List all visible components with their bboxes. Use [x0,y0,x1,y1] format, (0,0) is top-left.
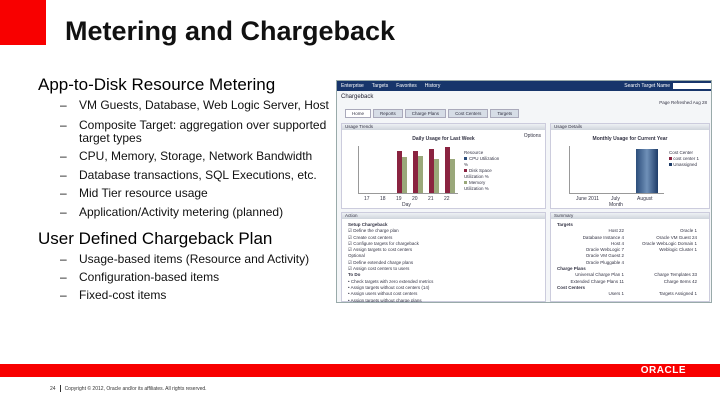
checkbox-icon: ☑ [348,247,354,253]
bullet-item [60,289,330,302]
x-tick: 18 [380,196,386,202]
legend-label: Disk Space Utilization % [464,168,492,179]
tab-cost-centers[interactable]: Cost Centers [448,109,488,118]
summary-cell [630,260,703,266]
legend-item [464,168,504,180]
daily-bar [450,159,455,193]
summary-label[interactable]: Weblogic Cluster [659,247,694,253]
x-tick: June 2011 [576,196,599,202]
legend-swatch [464,169,467,172]
page-number: 24 [50,385,56,392]
summary-label[interactable]: Universal Charge Plan [575,272,621,278]
chargeback-screenshot [336,80,712,303]
summary-label[interactable]: Charge Templates [654,272,691,278]
bullet-dash: – [60,288,67,302]
summary-label[interactable]: Extended Charge Plans [570,278,619,284]
setup-heading-label: Setup Chargeback [348,222,388,227]
tab-reports[interactable]: Reports [373,109,403,118]
todo-link-label: Assign users without cost centers [350,291,418,297]
summary-label[interactable]: Database Instance [582,234,621,240]
summary-label[interactable]: Charge Items [663,278,691,284]
bullet-dash: – [60,149,67,163]
checkbox-icon: ☑ [348,240,354,246]
summary-count: 24 [691,234,697,240]
checkbox-icon: • [348,297,351,303]
bullet-text: VM Guests, Database, Web Logic Server, Host [79,98,329,112]
x-axis-label: Day [402,202,411,208]
summary-cell [630,279,703,285]
x-tick: 22 [444,196,450,202]
todo-link-label: Assign targets without charge plans [350,297,422,303]
x-tick: 21 [428,196,434,202]
optional-link-label: Define extended charge plans [353,259,414,265]
summary-count: 2 [621,253,624,259]
summary-count: 4 [621,259,624,265]
x-tick: August [637,196,653,202]
summary-group-heading-label: Targets [557,222,573,227]
tab-targets[interactable]: Targets [490,109,519,118]
checkbox-icon: ☑ [348,234,354,240]
usage-trends-panel [341,123,546,209]
summary-label[interactable]: Targets Assigned [658,291,694,297]
summary-label[interactable]: Host [610,240,621,246]
summary-count: 1 [621,272,624,278]
panel-header[interactable]: Usage Trends [342,124,545,130]
daily-bar [402,157,407,193]
daily-bar [434,159,439,193]
summary-label[interactable]: Oracle VM Guest [585,253,621,259]
bullet-item [60,253,330,266]
bullet-text: Configuration-based items [79,270,220,284]
bullet-dash: – [60,168,67,182]
legend-swatch [464,181,467,184]
legend [464,150,504,192]
todo-link[interactable] [348,298,539,303]
bullet-dash: – [60,270,67,284]
legend [669,150,699,168]
bullet-dash: – [60,252,67,266]
bullet-dash: – [60,186,67,200]
section-heading: User Defined Chargeback Plan [38,229,273,248]
monthly-bar [636,149,658,193]
checkbox-icon: • [348,284,351,290]
menu-enterprise[interactable]: Enterprise [341,83,364,89]
summary-count: 1 [621,291,624,297]
summary-count: 11 [619,278,624,284]
summary-cell [557,291,630,297]
x-tick: July [611,196,620,202]
summary-count: 7 [621,247,624,253]
action-panel [341,212,546,302]
legend-swatch [464,157,467,160]
summary-label[interactable]: Users [608,291,621,297]
summary-count: 1 [694,291,697,297]
bullet-text: Mid Tier resource usage [79,186,208,200]
summary-count: 1 [694,228,697,234]
checkbox-icon: • [348,291,351,297]
summary-count: 1 [694,240,697,246]
daily-bar [418,156,423,193]
slide-title: Metering and Chargeback [65,16,396,46]
summary-panel [550,212,710,302]
bullet-text: Database transactions, SQL Executions, etc. [79,168,317,182]
legend-title: Cost Center [669,150,694,155]
legend-item [464,156,504,168]
bullet-item [60,206,330,219]
summary-label[interactable]: Host [608,228,618,234]
search-input[interactable] [673,83,711,89]
todo-link-label: Check targets with zero extended metrics [350,278,434,284]
brand-square [0,0,46,45]
x-tick: 19 [396,196,402,202]
summary-group-heading-label: Charge Plans [557,266,586,272]
panel-header[interactable]: Action [342,213,545,219]
optional-link-label: Assign cost centers to users [353,266,410,272]
menu-history[interactable]: History [424,83,441,89]
summary-count: 42 [691,278,697,284]
tab-home[interactable]: Home [345,109,371,118]
panel-header[interactable]: Usage Details [551,124,709,130]
x-tick: 20 [412,196,418,202]
bullet-item [60,187,330,200]
summary-cell [630,291,703,297]
menu-targets[interactable]: Targets [371,83,389,89]
summary-count: 4 [621,234,624,240]
bullet-dash: – [60,118,67,132]
summary-count: 22 [618,228,624,234]
legend-item: Unassigned [673,162,698,167]
page-refreshed: Page Refreshed Aug 28 [659,100,707,105]
footer [50,385,207,392]
legend-label: Memory Utilization % [464,180,489,191]
page-title: Chargeback [341,94,374,100]
x-axis-label: Month [609,202,623,208]
bullet-item [60,99,330,112]
legend-title: Resource [464,150,484,155]
footer-bar [0,364,720,377]
legend-item [464,180,504,192]
menu-favorites[interactable]: Favorites [396,83,417,89]
checkbox-icon: ☑ [348,266,354,272]
usage-details-panel [550,123,710,209]
daily-chart [358,146,458,194]
summary-label[interactable]: Oracle WebLogic Domain [642,240,694,246]
bullet-dash: – [60,205,67,219]
oracle-logo: ORACLE [640,365,686,376]
bullet-text: Application/Activity metering (planned) [79,205,284,219]
bullet-text: CPU, Memory, Storage, Network Bandwidth [79,149,313,163]
bullet-item [60,169,330,182]
setup-link-label: Create cost centers [353,234,393,240]
summary-row [557,291,703,297]
summary-label[interactable]: Oracle VM Guest [656,234,691,240]
summary-label[interactable]: Oracle WebLogic [585,247,621,253]
bullet-text: Fixed-cost items [79,288,167,302]
summary-count: 4 [621,240,624,246]
monthly-chart [569,146,664,194]
todo-heading-label: To Do [348,272,361,278]
checkbox-icon: ☑ [348,259,354,265]
bullet-item [60,150,330,163]
bullet-dash: – [60,98,67,112]
bullet-item [60,271,330,284]
search-label: Search Target Name [624,83,670,89]
summary-count: 1 [694,247,697,253]
setup-link-label: Define the charge plan [353,228,399,234]
bullet-text: Usage-based items (Resource and Activity) [79,252,310,266]
tab-charge-plans[interactable]: Charge Plans [405,109,446,118]
panel-header[interactable]: Summary [551,213,709,219]
summary-group-heading-label: Cost Centers [557,284,586,290]
options-link[interactable]: Options [523,133,541,139]
summary-label[interactable]: Oracle [679,228,694,234]
legend-label: CPU Utilization % [464,156,500,167]
chart-title: Daily Usage for Last Week [412,136,475,142]
chart-title: Monthly Usage for Current Year [592,136,668,142]
copyright: Copyright © 2012, Oracle and/or its affiliates. All rights reserved. [64,385,207,392]
bullet-item [60,119,330,145]
setup-link-label: Configure targets for chargeback [353,240,419,246]
checkbox-icon: ☑ [348,228,354,234]
optional-heading-label: Optional [348,253,365,259]
bullet-text: Composite Target: aggregation over supported target types [79,118,327,145]
app-menu-bar [337,81,711,91]
summary-count: 33 [691,272,697,278]
section-heading: App-to-Disk Resource Metering [38,75,276,94]
legend-item: cost center 1 [673,156,700,161]
checkbox-icon: • [348,278,351,284]
todo-link-label: Assign targets without cost centers (14) [350,284,430,290]
summary-label[interactable]: Oracle Pluggable [585,259,621,265]
setup-link-label: Assign targets to cost centers [353,247,413,253]
x-tick: 17 [364,196,370,202]
